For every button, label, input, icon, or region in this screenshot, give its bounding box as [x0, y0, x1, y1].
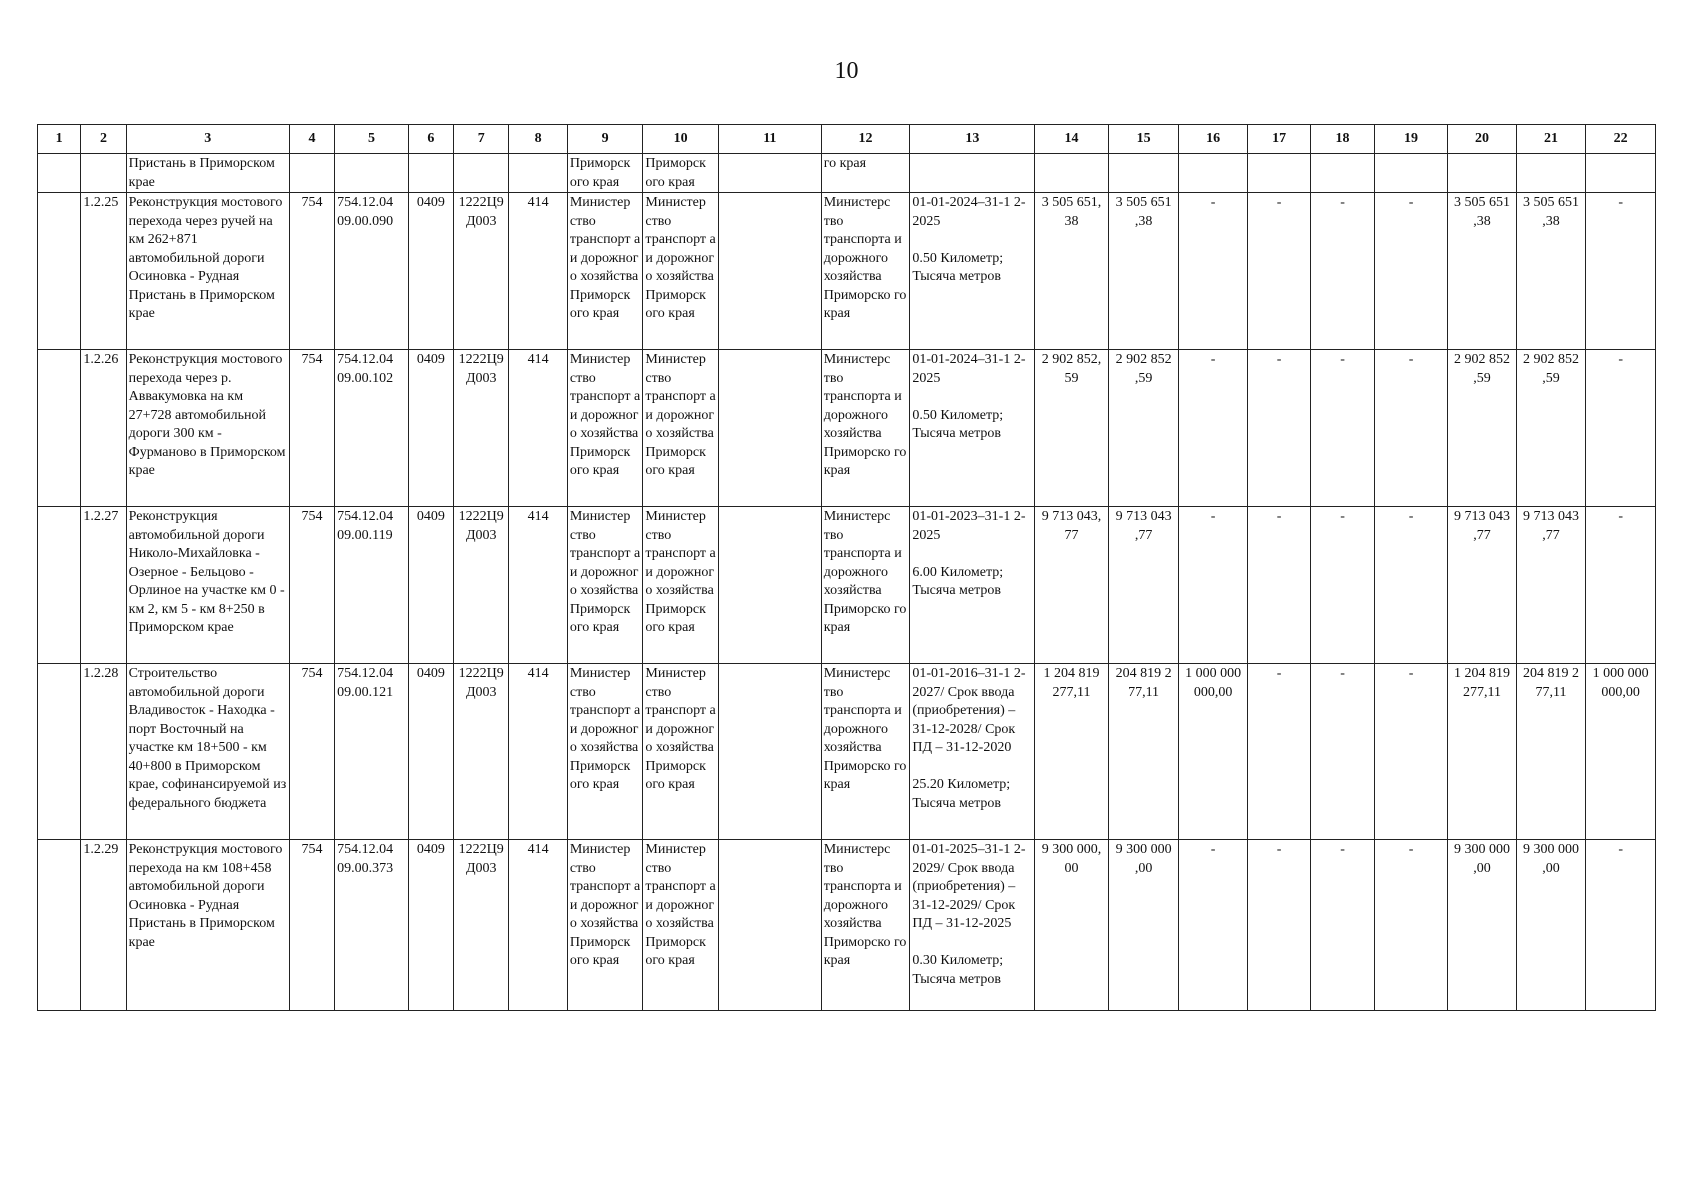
col-18-cell: -	[1311, 193, 1374, 350]
section-code: 0409	[408, 193, 453, 350]
code-grbs: 754	[289, 840, 334, 1011]
col-11-cell	[718, 193, 821, 350]
column-header-16: 16	[1179, 125, 1248, 154]
col-17-cell: -	[1247, 350, 1310, 507]
column-header-15: 15	[1108, 125, 1179, 154]
expense-type	[509, 154, 567, 193]
table-row	[38, 193, 1656, 350]
federal-budget: -	[1179, 507, 1248, 664]
total-cost: 1 204 819 277,11	[1035, 664, 1109, 840]
col-1-cell	[38, 507, 81, 664]
federal-budget: -	[1179, 350, 1248, 507]
planned-regional	[1516, 154, 1586, 193]
column-header-6: 6	[408, 125, 453, 154]
developer: Министер ство транспорт а и дорожног о хозяйства Приморск ого края	[643, 664, 719, 840]
planned-federal: -	[1586, 193, 1656, 350]
target-article: 1222Ц9 Д003	[454, 840, 509, 1011]
table-body	[38, 154, 1656, 1011]
object-name: Реконструкция автомобильной дороги Николо-Михайловка - Озерное - Бельцово - Орлиное на участке км 0 - км 2, км 5 - км 8+250 в Приморском крае	[126, 507, 289, 664]
item-number: 1.2.26	[81, 350, 126, 507]
expense-type: 414	[509, 840, 567, 1011]
planned-regional: 204 819 2 77,11	[1516, 664, 1586, 840]
object-code	[335, 154, 409, 193]
target-article: 1222Ц9 Д003	[454, 507, 509, 664]
column-header-19: 19	[1374, 125, 1448, 154]
customer: Министер ство транспорт а и дорожног о хозяйства Приморск ого края	[567, 193, 643, 350]
col-18-cell	[1311, 154, 1374, 193]
regional-budget: 2 902 852 ,59	[1108, 350, 1179, 507]
target-article: 1222Ц9 Д003	[454, 350, 509, 507]
planned-federal: 1 000 000 000,00	[1586, 664, 1656, 840]
regional-budget: 3 505 651 ,38	[1108, 193, 1179, 350]
planned-total: 9 713 043 ,77	[1448, 507, 1517, 664]
target-article	[454, 154, 509, 193]
column-header-7: 7	[454, 125, 509, 154]
col-11-cell	[718, 350, 821, 507]
col-1-cell	[38, 840, 81, 1011]
customer: Министер ство транспорт а и дорожног о хозяйства Приморск ого края	[567, 840, 643, 1011]
col-1-cell	[38, 154, 81, 193]
deadline-capacity: 01-01-2025–31-1 2-2029/ Срок ввода (приобретения) – 31-12-2029/ Срок ПД – 31-12-2025 0.30 Километр; Тысяча метров	[910, 840, 1035, 1011]
page-number: 10	[834, 58, 859, 84]
table-row	[38, 350, 1656, 507]
item-number: 1.2.28	[81, 664, 126, 840]
column-header-4: 4	[289, 125, 334, 154]
object-code: 754.12.04 09.00.373	[335, 840, 409, 1011]
col-18-cell: -	[1311, 840, 1374, 1011]
col-1-cell	[38, 664, 81, 840]
item-number: 1.2.25	[81, 193, 126, 350]
federal-budget: 1 000 000 000,00	[1179, 664, 1248, 840]
section-code: 0409	[408, 664, 453, 840]
developer: Министер ство транспорт а и дорожног о хозяйства Приморск ого края	[643, 350, 719, 507]
col-18-cell: -	[1311, 664, 1374, 840]
column-header-20: 20	[1448, 125, 1517, 154]
column-header-18: 18	[1311, 125, 1374, 154]
table-row	[38, 507, 1656, 664]
object-name: Реконструкция мостового перехода через р. Аввакумовка на км 27+728 автомобильной дороги 300 км - Фурманово в Приморском крае	[126, 350, 289, 507]
column-header-8: 8	[509, 125, 567, 154]
object-code: 754.12.04 09.00.119	[335, 507, 409, 664]
col-19-cell: -	[1374, 840, 1448, 1011]
total-cost: 3 505 651, 38	[1035, 193, 1109, 350]
deadline-capacity: 01-01-2024–31-1 2-2025 0.50 Километр; Тысяча метров	[910, 193, 1035, 350]
customer: Министер ство транспорт а и дорожног о хозяйства Приморск ого края	[567, 350, 643, 507]
planned-regional: 2 902 852 ,59	[1516, 350, 1586, 507]
col-11-cell	[718, 154, 821, 193]
column-header-2: 2	[81, 125, 126, 154]
section-code: 0409	[408, 507, 453, 664]
planned-total: 9 300 000 ,00	[1448, 840, 1517, 1011]
col-18-cell: -	[1311, 350, 1374, 507]
col-11-cell	[718, 507, 821, 664]
table-row	[38, 154, 1656, 193]
column-header-9: 9	[567, 125, 643, 154]
responsible-body: Министерс тво транспорта и дорожного хозяйства Приморско го края	[821, 507, 910, 664]
regional-budget: 9 300 000 ,00	[1108, 840, 1179, 1011]
column-header-10: 10	[643, 125, 719, 154]
planned-total	[1448, 154, 1517, 193]
col-17-cell: -	[1247, 193, 1310, 350]
code-grbs: 754	[289, 507, 334, 664]
object-name: Реконструкция мостового перехода на км 108+458 автомобильной дороги Осиновка - Рудная Пристань в Приморском крае	[126, 840, 289, 1011]
responsible-body: го края	[821, 154, 910, 193]
developer: Министер ство транспорт а и дорожног о хозяйства Приморск ого края	[643, 507, 719, 664]
regional-budget	[1108, 154, 1179, 193]
planned-total: 1 204 819 277,11	[1448, 664, 1517, 840]
customer: Приморск ого края	[567, 154, 643, 193]
column-header-11: 11	[718, 125, 821, 154]
column-header-5: 5	[335, 125, 409, 154]
col-18-cell: -	[1311, 507, 1374, 664]
customer: Министер ство транспорт а и дорожног о хозяйства Приморск ого края	[567, 664, 643, 840]
deadline-capacity	[910, 154, 1035, 193]
object-code: 754.12.04 09.00.121	[335, 664, 409, 840]
col-19-cell: -	[1374, 350, 1448, 507]
expense-type: 414	[509, 507, 567, 664]
code-grbs: 754	[289, 350, 334, 507]
expense-type: 414	[509, 350, 567, 507]
section-code: 0409	[408, 350, 453, 507]
table-row	[38, 664, 1656, 840]
total-cost	[1035, 154, 1109, 193]
planned-regional: 3 505 651 ,38	[1516, 193, 1586, 350]
col-19-cell: -	[1374, 193, 1448, 350]
federal-budget	[1179, 154, 1248, 193]
table-row	[38, 840, 1656, 1011]
planned-federal: -	[1586, 507, 1656, 664]
object-name: Реконструкция мостового перехода через ручей на км 262+871 автомобильной дороги Осиновка - Рудная Пристань в Приморском крае	[126, 193, 289, 350]
responsible-body: Министерс тво транспорта и дорожного хозяйства Приморско го края	[821, 193, 910, 350]
column-header-12: 12	[821, 125, 910, 154]
federal-budget: -	[1179, 193, 1248, 350]
expense-type: 414	[509, 193, 567, 350]
total-cost: 2 902 852, 59	[1035, 350, 1109, 507]
object-code: 754.12.04 09.00.090	[335, 193, 409, 350]
item-number: 1.2.29	[81, 840, 126, 1011]
planned-regional: 9 713 043 ,77	[1516, 507, 1586, 664]
column-header-21: 21	[1516, 125, 1586, 154]
target-article: 1222Ц9 Д003	[454, 664, 509, 840]
code-grbs: 754	[289, 664, 334, 840]
col-19-cell: -	[1374, 664, 1448, 840]
total-cost: 9 713 043, 77	[1035, 507, 1109, 664]
regional-budget: 204 819 2 77,11	[1108, 664, 1179, 840]
col-1-cell	[38, 193, 81, 350]
expense-type: 414	[509, 664, 567, 840]
total-cost: 9 300 000, 00	[1035, 840, 1109, 1011]
deadline-capacity: 01-01-2024–31-1 2-2025 0.50 Километр; Тысяча метров	[910, 350, 1035, 507]
object-code: 754.12.04 09.00.102	[335, 350, 409, 507]
responsible-body: Министерс тво транспорта и дорожного хозяйства Приморско го края	[821, 664, 910, 840]
code-grbs: 754	[289, 193, 334, 350]
responsible-body: Министерс тво транспорта и дорожного хозяйства Приморско го края	[821, 350, 910, 507]
col-19-cell	[1374, 154, 1448, 193]
col-17-cell	[1247, 154, 1310, 193]
target-article: 1222Ц9 Д003	[454, 193, 509, 350]
column-header-17: 17	[1247, 125, 1310, 154]
regional-budget: 9 713 043 ,77	[1108, 507, 1179, 664]
planned-regional: 9 300 000 ,00	[1516, 840, 1586, 1011]
planned-total: 2 902 852 ,59	[1448, 350, 1517, 507]
item-number	[81, 154, 126, 193]
code-grbs	[289, 154, 334, 193]
column-header-14: 14	[1035, 125, 1109, 154]
object-name: Пристань в Приморском крае	[126, 154, 289, 193]
deadline-capacity: 01-01-2016–31-1 2-2027/ Срок ввода (приобретения) – 31-12-2028/ Срок ПД – 31-12-2020 25.20 Километр; Тысяча метров	[910, 664, 1035, 840]
deadline-capacity: 01-01-2023–31-1 2-2025 6.00 Километр; Тысяча метров	[910, 507, 1035, 664]
planned-federal: -	[1586, 840, 1656, 1011]
section-code	[408, 154, 453, 193]
header-row	[38, 125, 1656, 154]
column-header-1: 1	[38, 125, 81, 154]
col-19-cell: -	[1374, 507, 1448, 664]
column-header-13: 13	[910, 125, 1035, 154]
developer: Министер ство транспорт а и дорожног о хозяйства Приморск ого края	[643, 840, 719, 1011]
customer: Министер ство транспорт а и дорожног о хозяйства Приморск ого края	[567, 507, 643, 664]
developer: Министер ство транспорт а и дорожног о хозяйства Приморск ого края	[643, 193, 719, 350]
item-number: 1.2.27	[81, 507, 126, 664]
federal-budget: -	[1179, 840, 1248, 1011]
planned-federal: -	[1586, 350, 1656, 507]
object-name: Строительство автомобильной дороги Владивосток - Находка - порт Восточный на участке км 18+500 - км 40+800 в Приморском крае, софинансируемой из федерального бюджета	[126, 664, 289, 840]
col-11-cell	[718, 664, 821, 840]
column-header-3: 3	[126, 125, 289, 154]
col-1-cell	[38, 350, 81, 507]
column-header-22: 22	[1586, 125, 1656, 154]
planned-federal	[1586, 154, 1656, 193]
developer: Приморск ого края	[643, 154, 719, 193]
col-17-cell: -	[1247, 507, 1310, 664]
planned-total: 3 505 651 ,38	[1448, 193, 1517, 350]
col-17-cell: -	[1247, 664, 1310, 840]
budget-table	[37, 124, 1656, 1011]
responsible-body: Министерс тво транспорта и дорожного хозяйства Приморско го края	[821, 840, 910, 1011]
col-17-cell: -	[1247, 840, 1310, 1011]
col-11-cell	[718, 840, 821, 1011]
section-code: 0409	[408, 840, 453, 1011]
